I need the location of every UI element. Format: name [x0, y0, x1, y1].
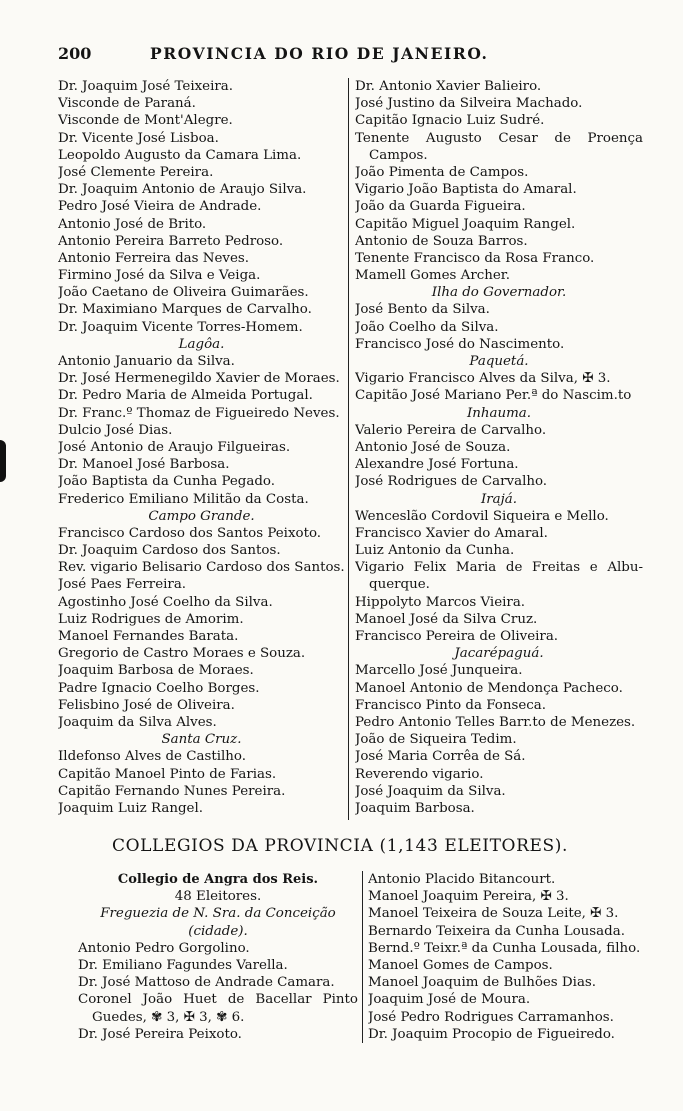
entry-line: José Antonio de Araujo Filgueiras.	[58, 439, 291, 455]
entry-line: Dr. Joaquim Antonio de Araujo Silva.	[58, 182, 307, 198]
entry-line: Bernardo Teixeira da Cunha Lousada.	[368, 923, 625, 939]
entry-line: Valerio Pereira de Carvalho.	[355, 422, 547, 438]
entry-line: Firmino José da Silva e Veiga.	[58, 268, 261, 284]
entry-line: José Paes Ferreira.	[58, 577, 187, 593]
entry-line: Pedro José Vieira de Andrade.	[58, 199, 262, 215]
entry-line: Manoel Joaquim Pereira, ✠ 3.	[368, 889, 569, 905]
entry-line: José Bento da Silva.	[355, 302, 490, 318]
entry-line: Coronel João Huet de Bacellar Pinto	[78, 992, 358, 1008]
entry-line: Dr. Franc.º Thomaz de Figueiredo Neves.	[58, 405, 340, 421]
entry-line: Visconde de Paraná.	[58, 96, 196, 112]
entry-line: Antonio Placido Bitancourt.	[368, 872, 556, 887]
entry-line: Manoel Gomes de Campos.	[368, 957, 553, 973]
entry-line: Pedro Antonio Telles Barr.to de Menezes.	[355, 714, 636, 730]
entry-line: João Coelho da Silva.	[355, 319, 499, 335]
entry-line: João da Guarda Figueira.	[355, 199, 526, 215]
entry-line: Joaquim Barbosa de Moraes.	[58, 663, 254, 679]
section-heading: Campo Grande.	[148, 508, 255, 524]
entry-line: Capitão Manoel Pinto de Farias.	[58, 766, 277, 782]
entry-line: Joaquim Luiz Rangel.	[58, 800, 203, 816]
entry-line: Dr. Antonio Xavier Balieiro.	[355, 79, 542, 94]
entry-line: Padre Ignacio Coelho Borges.	[58, 680, 260, 696]
entry-line: José Joaquim da Silva.	[355, 783, 506, 799]
entry-line: Francisco Xavier do Amaral.	[355, 525, 548, 541]
entry-line: João Baptista da Cunha Pegado.	[58, 474, 275, 490]
entry-line: Ildefonso Alves de Castilho.	[58, 749, 246, 765]
entry-line: Vigario Felix Maria de Freitas e Albu-	[355, 560, 643, 576]
entry-line: Capitão Fernando Nunes Pereira.	[58, 783, 286, 799]
entry-line: Capitão Miguel Joaquim Rangel.	[355, 216, 576, 232]
entry-line: Agostinho José Coelho da Silva.	[58, 594, 273, 610]
entry-line: Tenente Augusto Cesar de Proença	[355, 130, 643, 146]
entry-line: Luiz Rodrigues de Amorim.	[58, 611, 244, 627]
entry-line: Dulcio José Dias.	[58, 422, 173, 438]
entry-line: Antonio de Souza Barros.	[355, 233, 528, 249]
entry-line: 48 Eleitores.	[174, 889, 262, 905]
entry-line: Dr. Joaquim José Teixeira.	[58, 79, 234, 94]
entry-line: Manoel Joaquim de Bulhões Dias.	[368, 975, 597, 991]
entry-line: Bernd.º Teixr.ª da Cunha Lousada, filho.	[368, 940, 641, 956]
entry-line: Dr. Joaquim Vicente Torres-Homem.	[58, 319, 303, 335]
entry-line: Tenente Francisco da Rosa Franco.	[355, 250, 595, 266]
entry-line: Dr. José Hermenegildo Xavier de Moraes.	[58, 371, 340, 387]
bottom-left-column	[78, 871, 358, 1043]
entry-line: José Justino da Silveira Machado.	[355, 96, 583, 112]
entry-line: Vigario Francisco Alves da Silva, ✠ 3.	[355, 371, 611, 387]
entry-line: Francisco Cardoso dos Santos Peixoto.	[58, 525, 322, 541]
entry-line: José Clemente Pereira.	[58, 164, 214, 180]
entry-line: Antonio Pedro Gorgolino.	[78, 940, 250, 956]
running-header	[58, 44, 658, 66]
entry-line: João Pimenta de Campos.	[355, 164, 529, 180]
entry-line: Joaquim da Silva Alves.	[58, 714, 217, 730]
entry-line: Dr. Pedro Maria de Almeida Portugal.	[58, 388, 313, 404]
entry-line: Campos.	[369, 147, 428, 163]
page-edge-mark	[0, 440, 6, 482]
column-divider-bottom	[362, 871, 363, 1043]
top-right-column	[355, 78, 643, 817]
entry-line: Alexandre José Fortuna.	[355, 457, 519, 473]
page-number: 200	[58, 44, 92, 63]
entry-line: Dr. Maximiano Marques de Carvalho.	[58, 302, 312, 318]
entry-line: José Maria Corrêa de Sá.	[355, 749, 526, 765]
section-heading: Jacarépaguá.	[454, 646, 544, 662]
entry-line: Antonio José de Souza.	[355, 439, 511, 455]
entry-line: (cidade).	[188, 923, 248, 939]
entry-line: Marcello José Junqueira.	[355, 663, 523, 679]
entry-line: Joaquim José de Moura.	[368, 992, 531, 1008]
entry-line: Reverendo vigario.	[355, 766, 484, 782]
entry-line: Antonio Ferreira das Neves.	[58, 250, 250, 266]
entry-line: Dr. Joaquim Procopio de Figueiredo.	[368, 1026, 615, 1042]
entry-line: Freguezia de N. Sra. da Conceição	[100, 906, 336, 922]
entry-line: Dr. Joaquim Cardoso dos Santos.	[58, 543, 281, 559]
entry-line: Dr. Emiliano Fagundes Varella.	[78, 957, 288, 973]
entry-line: Wenceslão Cordovil Siqueira e Mello.	[355, 508, 609, 524]
entry-line: Antonio José de Brito.	[58, 216, 207, 232]
entry-line: Mamell Gomes Archer.	[355, 268, 510, 284]
entry-line: Luiz Antonio da Cunha.	[355, 543, 515, 559]
entry-line: Joaquim Barbosa.	[355, 800, 475, 816]
entry-line: Visconde de Mont'Alegre.	[58, 113, 233, 129]
entry-line: Manoel José da Silva Cruz.	[355, 611, 538, 627]
section-heading: Lagôa.	[178, 336, 225, 352]
entry-line: Manoel Teixeira de Souza Leite, ✠ 3.	[368, 906, 619, 922]
entry-line: querque.	[369, 577, 430, 593]
entry-line: Dr. José Pereira Peixoto.	[78, 1026, 242, 1042]
entry-line: Frederico Emiliano Militão da Costa.	[58, 491, 309, 507]
entry-line: Antonio Januario da Silva.	[58, 354, 235, 369]
section-heading: Santa Cruz.	[161, 732, 242, 748]
entry-line: Dr. Manoel José Barbosa.	[58, 457, 230, 473]
entry-line: Dr. José Mattoso de Andrade Camara.	[78, 975, 335, 991]
section-heading: Paquetá.	[469, 354, 529, 369]
entry-line: Antonio Pereira Barreto Pedroso.	[58, 233, 284, 249]
entry-line: Francisco Pinto da Fonseca.	[355, 697, 546, 713]
entry-line: Vigario João Baptista do Amaral.	[355, 182, 577, 198]
page-title: PROVINCIA DO RIO DE JANEIRO.	[150, 44, 489, 63]
entry-line: Capitão José Mariano Per.ª do Nascim.to	[355, 388, 632, 404]
entry-line: Francisco José do Nascimento.	[355, 336, 565, 352]
section-heading: Irajá.	[480, 491, 518, 507]
top-left-column	[58, 78, 345, 817]
entry-line: Capitão Ignacio Luiz Sudré.	[355, 113, 545, 129]
entry-line: João Caetano de Oliveira Guimarães.	[58, 285, 309, 301]
entry-line: José Pedro Rodrigues Carramanhos.	[368, 1009, 614, 1025]
section-title: COLLEGIOS DA PROVINCIA (1,143 ELEITORES).	[112, 836, 568, 856]
section-heading: Inhauma.	[466, 405, 532, 421]
entry-line: Hippolyto Marcos Vieira.	[355, 594, 526, 610]
entry-line: José Rodrigues de Carvalho.	[355, 474, 548, 490]
entry-line: Gregorio de Castro Moraes e Souza.	[58, 646, 306, 662]
bottom-right-column	[368, 871, 646, 1043]
column-divider-top	[348, 78, 349, 820]
section-heading: Ilha do Governador.	[431, 285, 567, 301]
entry-line: Leopoldo Augusto da Camara Lima.	[58, 147, 302, 163]
entry-line: Rev. vigario Belisario Cardoso dos Santos.	[58, 560, 345, 576]
entry-line: Felisbino José de Oliveira.	[58, 697, 235, 713]
entry-line: João de Siqueira Tedim.	[355, 732, 517, 748]
section-heading: Collegio de Angra dos Reis.	[117, 872, 319, 887]
entry-line: Guedes, ✾ 3, ✠ 3, ✾ 6.	[92, 1009, 245, 1025]
entry-line: Manoel Antonio de Mendonça Pacheco.	[355, 680, 623, 696]
entry-line: Dr. Vicente José Lisboa.	[58, 130, 219, 146]
entry-line: Manoel Fernandes Barata.	[58, 629, 239, 644]
entry-line: Francisco Pereira de Oliveira.	[355, 629, 559, 644]
